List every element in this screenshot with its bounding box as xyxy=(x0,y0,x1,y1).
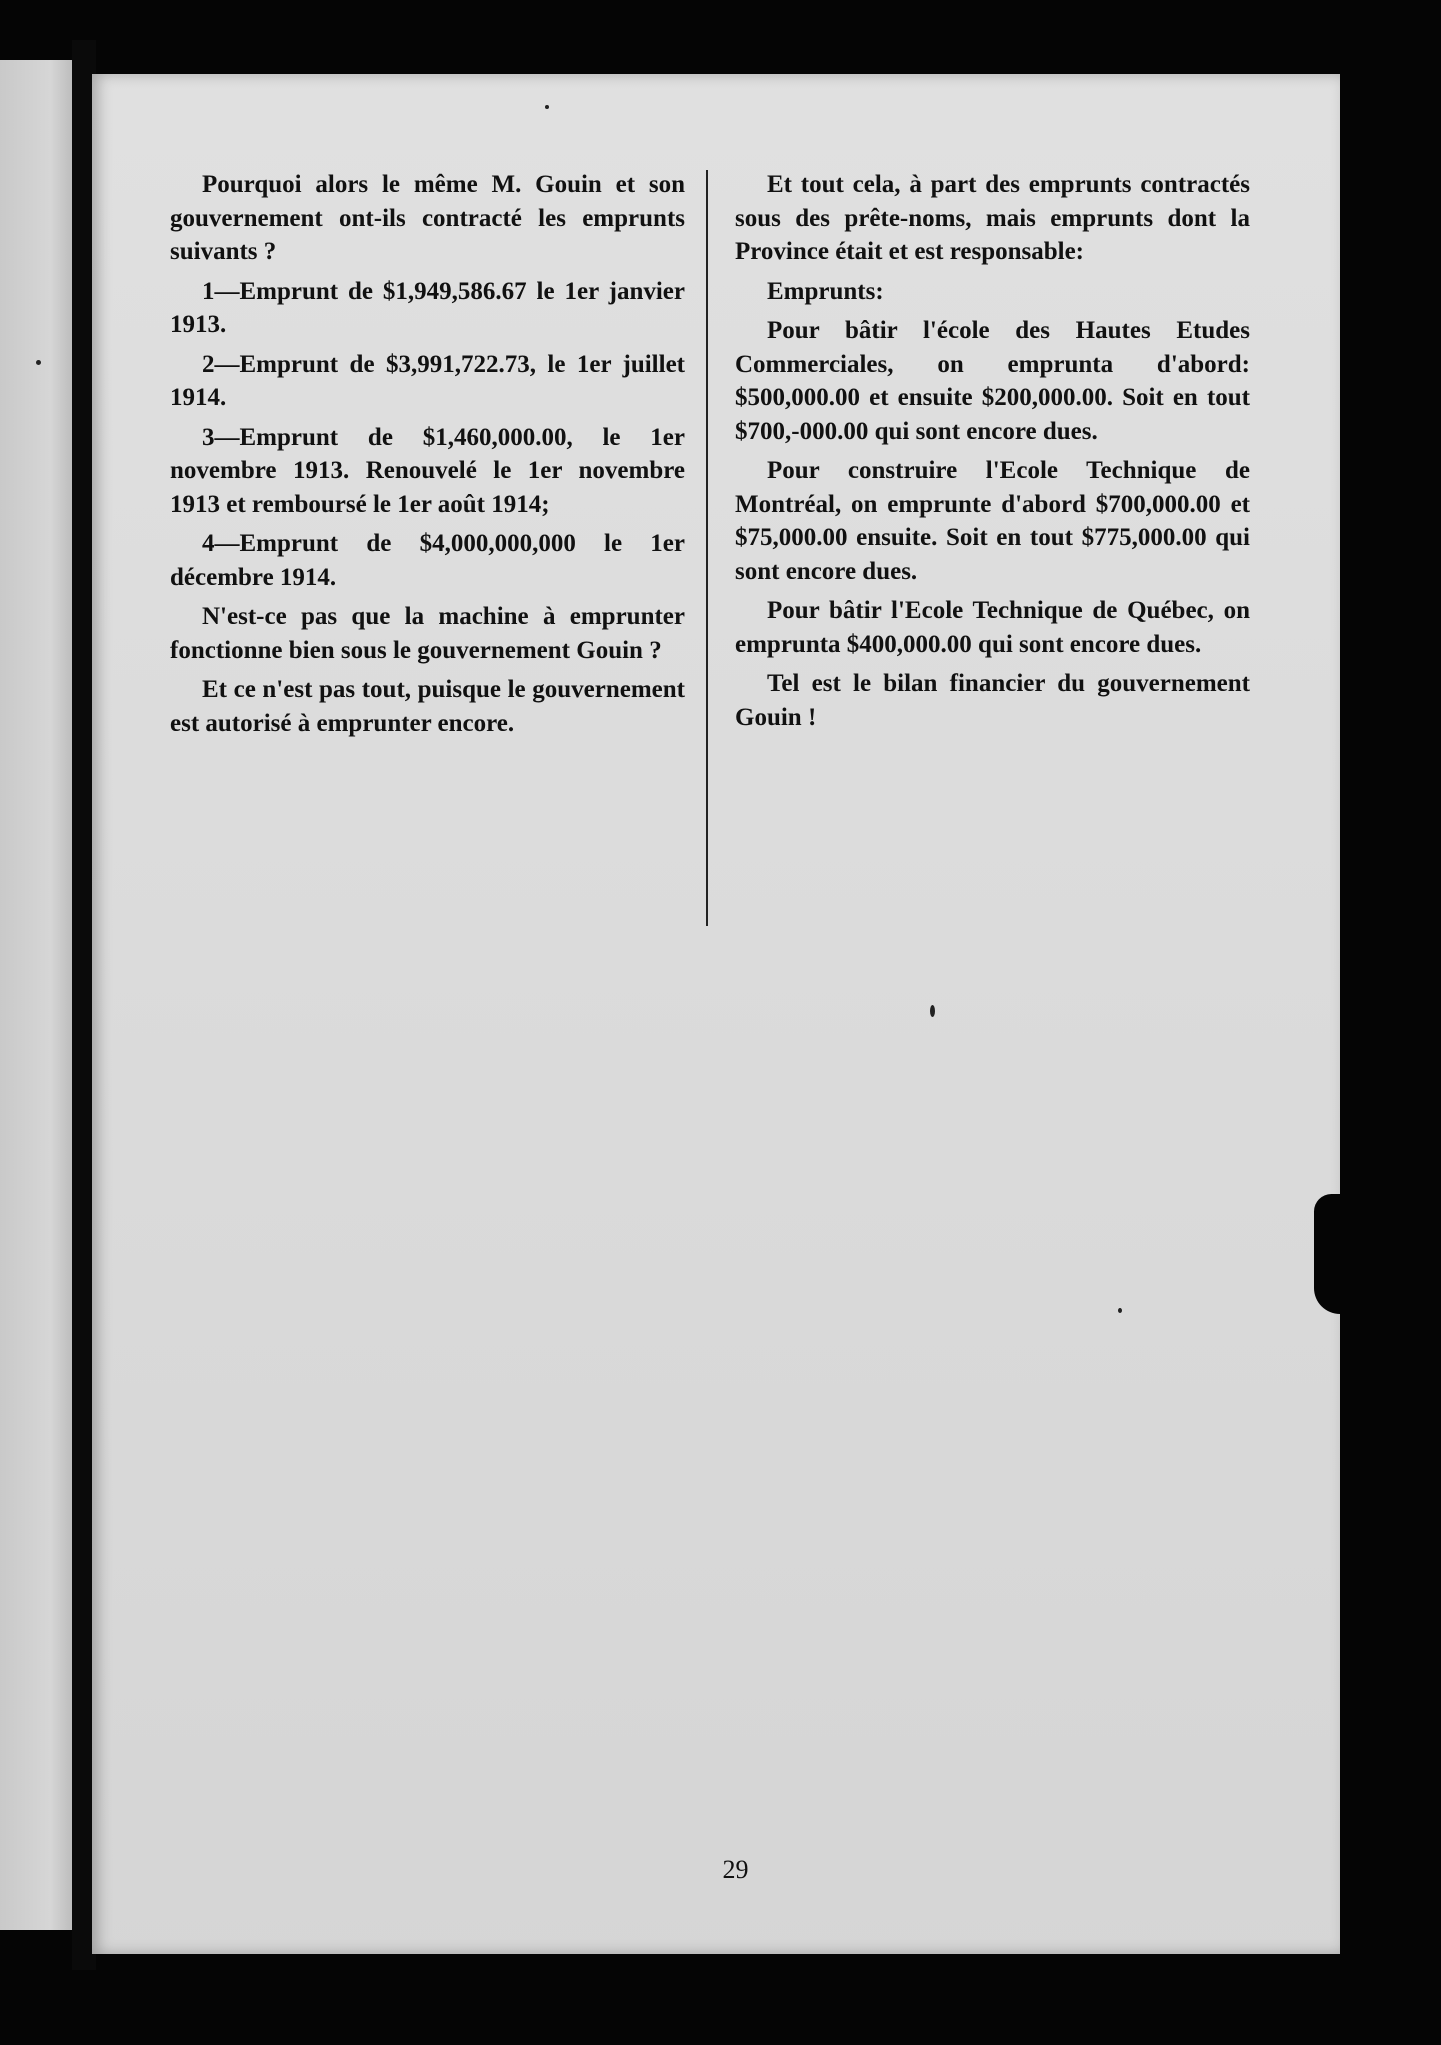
page-number xyxy=(0,1855,1441,1885)
left-paragraph-1: Pourquoi alors le même M. Gouin et son gouvernement ont-ils contracté les emprunts suivants ? xyxy=(170,171,685,265)
ink-speck xyxy=(930,1005,935,1017)
left-paragraph-3: 2—Emprunt de $3,991,722.73, le 1er juillet 1914. xyxy=(170,350,685,411)
left-paragraph-4: 3—Emprunt de $1,460,000.00, le 1er novembre 1913. Renouvelé le 1er novembre 1913 et remboursé le 1er août 1914; xyxy=(170,423,685,518)
left-paragraph-6: N'est-ce pas que la machine à emprunter fonctionne bien sous le gouvernement Gouin ? xyxy=(170,603,685,664)
right-paragraph-4: Pour construire l'Ecole Technique de Montréal, on emprunte d'abord $700,000.00 et $75,000.00 ensuite. Soit en tout $775,000.00 qui sont encore dues. xyxy=(735,457,1250,585)
previous-page-edge xyxy=(0,60,72,1930)
right-paragraph-3: Pour bâtir l'école des Hautes Etudes Commerciales, on emprunta d'abord: $500,000.00 et ensuite $200,000.00. Soit en tout $700,-000.00 qui sont encore dues. xyxy=(735,317,1250,445)
left-column xyxy=(170,168,685,746)
right-paragraph-1: Et tout cela, à part des emprunts contractés sous des prête-noms, mais emprunts dont la Province était et est responsable: xyxy=(735,171,1250,265)
right-paragraph-5: Pour bâtir l'Ecole Technique de Québec, on emprunta $400,000.00 qui sont encore dues. xyxy=(735,597,1250,658)
ink-speck xyxy=(1118,1308,1122,1313)
right-paragraph-6: Tel est le bilan financier du gouvernement Gouin ! xyxy=(735,670,1250,731)
right-paragraph-2: Emprunts: xyxy=(767,277,884,305)
page-number-text: 29 xyxy=(722,1855,749,1884)
left-paragraph-5: 4—Emprunt de $4,000,000,000 le 1er décembre 1914. xyxy=(170,530,685,591)
left-paragraph-2: 1—Emprunt de $1,949,586.67 le 1er janvier 1913. xyxy=(170,277,685,338)
column-divider xyxy=(706,170,708,926)
left-paragraph-7: Et ce n'est pas tout, puisque le gouvernement est autorisé à emprunter encore. xyxy=(170,676,685,737)
ink-speck xyxy=(545,105,549,109)
right-column xyxy=(735,168,1250,740)
ink-speck xyxy=(36,360,41,365)
page-tear xyxy=(1314,1194,1340,1314)
